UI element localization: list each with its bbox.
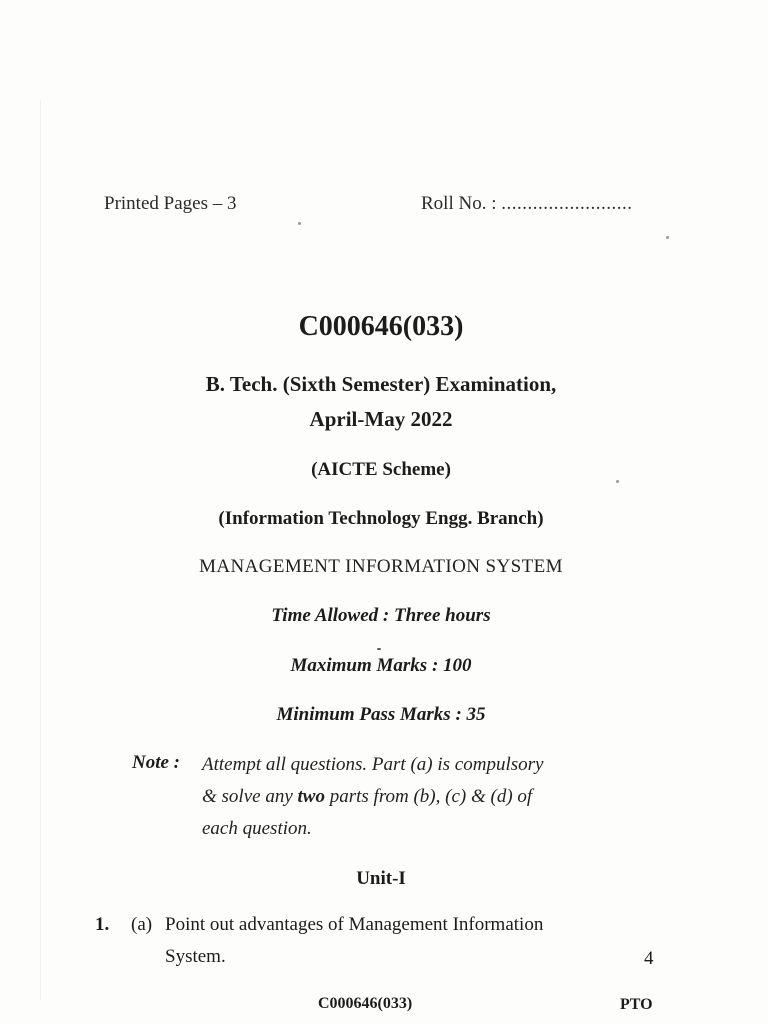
footer-pto: PTO (620, 996, 653, 1013)
scan-speck (298, 222, 301, 225)
exam-title: B. Tech. (Sixth Semester) Examination, (205, 372, 557, 396)
note-line-2-end: parts from (b), (c) & (d) of (324, 786, 533, 807)
exam-date: April-May 2022 (309, 407, 453, 431)
question-text-line-1: Point out advantages of Management Information (165, 914, 544, 935)
question-text-line-2: System. (165, 946, 226, 967)
note-line-2-emphasis: two (297, 786, 325, 807)
minimum-pass-marks: Minimum Pass Marks : 35 (276, 704, 486, 725)
question-number: 1. (95, 914, 110, 935)
scan-speck (616, 480, 619, 483)
scan-speck (377, 648, 381, 650)
printed-pages: Printed Pages – 3 (104, 193, 237, 214)
subject-title: MANAGEMENT INFORMATION SYSTEM (199, 556, 563, 577)
footer-paper-code: C000646(033) (318, 995, 413, 1012)
note-line-3: each question. (202, 818, 312, 839)
unit-heading: Unit-I (356, 868, 406, 889)
note-line-2-start: & solve any (202, 786, 298, 807)
note-line-1: Attempt all questions. Part (a) is compulsory (202, 754, 544, 775)
roll-number-label: Roll No. : (421, 193, 497, 214)
question-marks: 4 (644, 948, 654, 969)
scan-edge-shadow (40, 100, 41, 1000)
note-label: Note : (132, 752, 181, 773)
note-line-2 (202, 786, 532, 808)
maximum-marks: Maximum Marks : 100 (290, 655, 472, 676)
roll-number-blank: ......................... (501, 193, 633, 214)
exam-scheme: (AICTE Scheme) (311, 459, 451, 480)
roll-number-field (421, 193, 632, 215)
scan-speck (666, 236, 669, 239)
paper-code: C000646(033) (298, 311, 464, 342)
exam-branch: (Information Technology Engg. Branch) (218, 508, 544, 529)
question-part: (a) (131, 914, 153, 935)
time-allowed: Time Allowed : Three hours (271, 605, 491, 626)
